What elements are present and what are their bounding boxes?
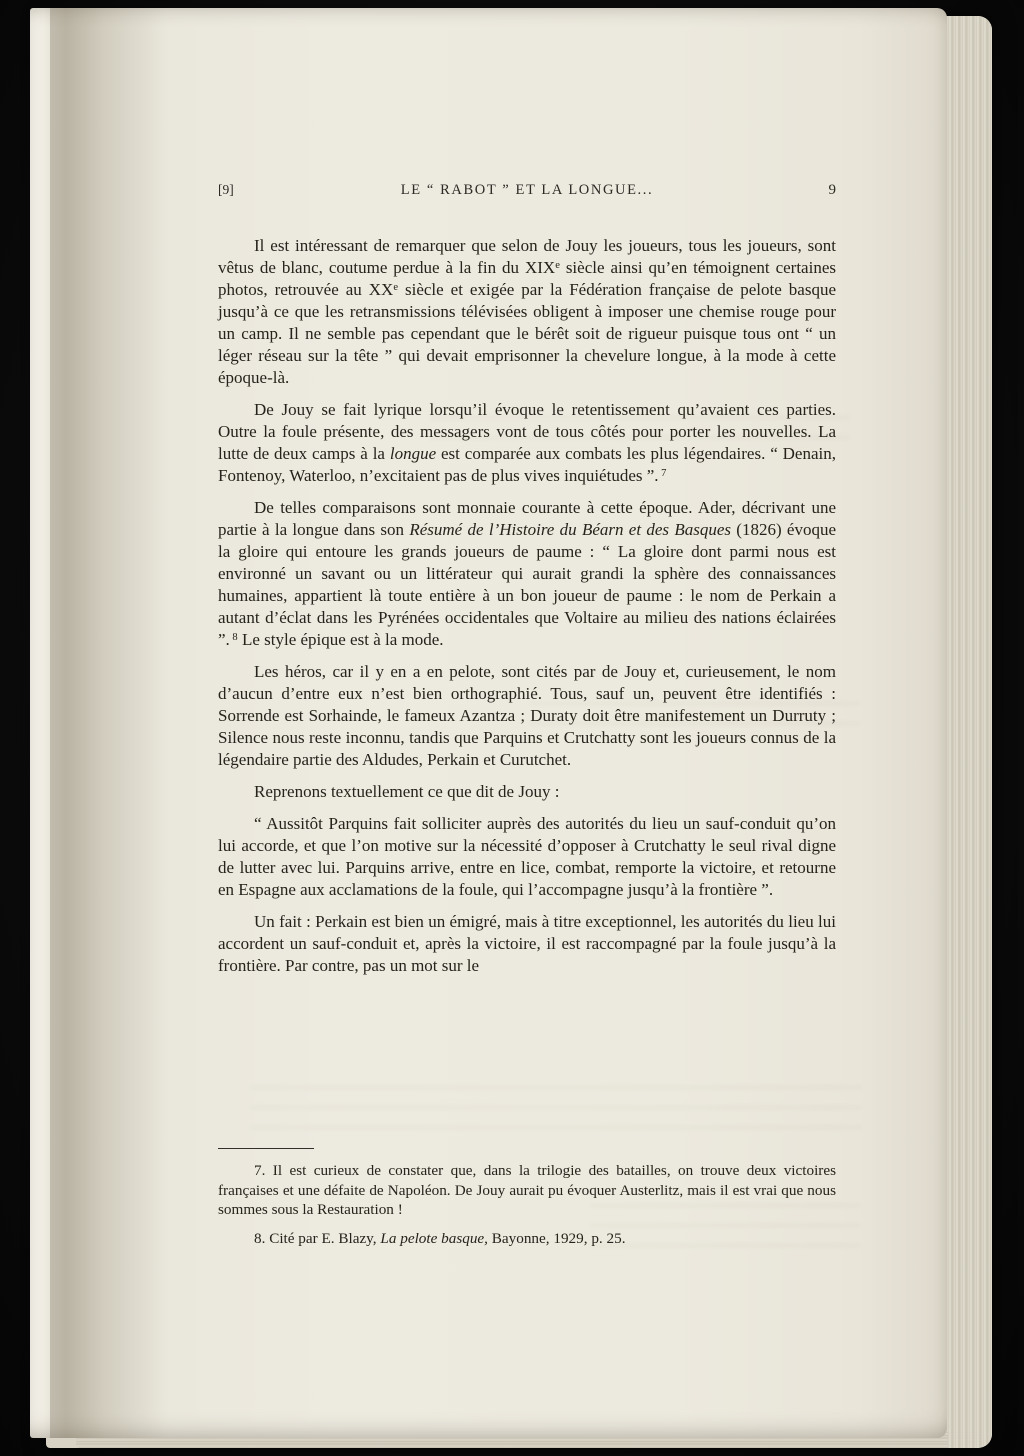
superscript-reference: 7: [658, 468, 667, 480]
text-run: 7. Il est curieux de constater que, dans la trilogie des batailles, on trouve deux victoires françaises et une défaite de Napoléon. De Jouy aurait pu évoquer Austerlitz, mais il est vrai que nous sommes sous la Restauration !: [218, 1162, 836, 1218]
text-run: De telles comparaisons sont monnaie courante à cette époque. Ader, décrivant une partie à la longue dans son: [218, 498, 836, 539]
text-run: Il est intéressant de remarquer que selon de Jouy les joueurs, tous les joueurs, sont vêtus de blanc, coutume perdue à la fin du XIX: [218, 236, 836, 277]
running-header: [218, 182, 836, 199]
footnote-separator: [218, 1148, 314, 1149]
body-paragraph: [218, 399, 836, 487]
footnote-paragraph: [218, 1229, 836, 1249]
body-paragraph: [218, 661, 836, 771]
body-paragraph: [218, 911, 836, 977]
italic-text: longue: [389, 444, 437, 463]
bleed-through-artifact: [250, 1076, 862, 1142]
text-run: Bayonne, 1929, p. 25.: [487, 1229, 626, 1247]
body-text: [218, 235, 836, 977]
body-paragraph: [218, 781, 836, 803]
italic-text: La pelote basque,: [380, 1229, 488, 1247]
text-run: De Jouy se fait lyrique lorsqu’il évoque le retentissement qu’avaient ces parties. Outre la foule présente, des messagers vont de tous côtés pour porter les nouvelles. La lutte de deux camps à la: [218, 400, 836, 463]
footnotes: [218, 1161, 836, 1248]
footnote-paragraph: [218, 1161, 836, 1220]
text-run: Le style épique est à la mode.: [237, 630, 444, 649]
header-bracket-number: [9]: [218, 182, 234, 197]
italic-text: Résumé de l’Histoire du Béarn et des Basques: [409, 520, 731, 539]
text-run: 8. Cité par E. Blazy,: [254, 1229, 381, 1247]
text-run: siècle et exigée par la Fédération française de pelote basque jusqu’à ce que les retransmissions télévisées obligent à imposer une chemise rouge pour un camp. Il ne semble pas cependant que le bérêt soit de rigueur puisque tous ont “ un léger réseau sur la tête ” qui devait emprisonner la chevelure longue, à la mode à cette époque-là.: [218, 280, 836, 387]
book-page: [30, 8, 947, 1438]
header-page-number: 9: [828, 182, 836, 198]
superscript-reference: e: [555, 260, 560, 272]
text-run: Un fait : Perkain est bien un émigré, mais à titre exceptionnel, les autorités du lieu lui accordent un sauf-conduit et, après la victoire, il est raccompagné par la foule jusqu’à la frontière. Par contre, pas un mot sur le: [218, 912, 836, 975]
body-paragraph: [218, 497, 836, 651]
binding-gutter-shadow: [50, 8, 170, 1438]
text-run: Les héros, car il y en a en pelote, sont cités par de Jouy et, curieusement, le nom d’aucun d’entre eux n’est bien orthographié. Tous, sauf un, peuvent être identifiés : Sorrende est Sorhainde, le fameux Azantza ; Duraty doit être manifestement un Durruty ; Silence nous reste inconnu, tandis que Parquins et Crutchatty sont les joueurs connus de la légendaire partie des Aldudes, Perkain et Curutchet.: [218, 662, 836, 769]
text-run: siècle ainsi qu’en témoignent certaines photos, retrouvée au XX: [218, 258, 836, 299]
body-paragraph: [218, 813, 836, 901]
superscript-reference: 8: [229, 632, 238, 644]
text-run: Reprenons textuellement ce que dit de Jouy :: [254, 782, 560, 801]
body-paragraph: [218, 235, 836, 389]
footnote-area: [218, 1148, 836, 1257]
text-run: (1826) évoque la gloire qui entoure les grands joueurs de paume : “ La gloire dont parmi nous est environné un savant ou un littérateur qui aurait grandi la sphère des connaissances humaines, appartient là toute entière à un bon joueur de paume : le nom de Perkain a autant d’éclat dans les Pyrénées occidentales que Voltaire au milieu des nations éclairées ”.: [218, 520, 836, 649]
header-title: LE “ RABOT ” ET LA LONGUE...: [400, 182, 654, 198]
superscript-reference: e: [393, 282, 399, 294]
page-content: [218, 182, 836, 987]
text-run: “ Aussitôt Parquins fait solliciter auprès des autorités du lieu un sauf-conduit qu’on lui accorde, et que l’on motive sur la nécessité d’opposer à Crutchatty le seul rival digne de lutter avec lui. Parquins arrive, entre en lice, combat, remporte la victoire, et retourne en Espagne aux acclamations de la foule, qui l’accompagne jusqu’à la frontière ”.: [218, 814, 836, 899]
text-run: est comparée aux combats les plus légendaires. “ Denain, Fontenoy, Waterloo, n’excitaient pas de plus vives inquiétudes ”.: [218, 444, 836, 485]
